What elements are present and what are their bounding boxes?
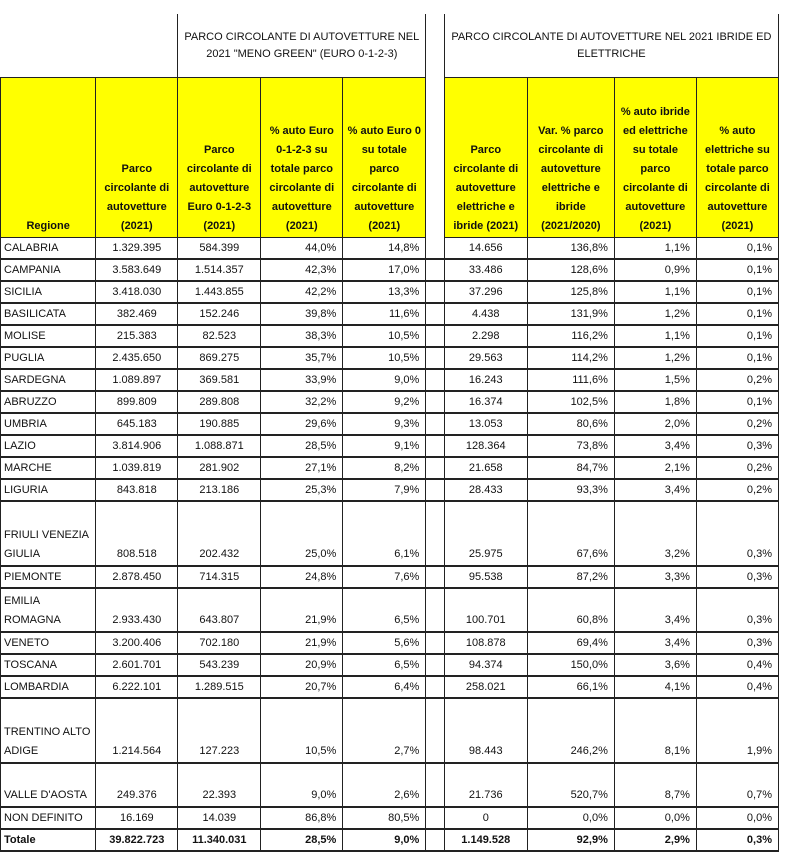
value-cell: 2,7% bbox=[343, 698, 426, 763]
region-cell: TRENTINO ALTO ADIGE bbox=[1, 698, 96, 763]
value-cell: 215.383 bbox=[96, 325, 178, 347]
value-cell: 3,4% bbox=[614, 479, 696, 501]
value-cell: 127.223 bbox=[178, 698, 261, 763]
value-cell: 39,8% bbox=[261, 303, 343, 325]
value-cell: 3.200.406 bbox=[96, 632, 178, 654]
region-cell: LOMBARDIA bbox=[1, 676, 96, 698]
group-header-row bbox=[1, 14, 779, 78]
value-cell: 2.601.701 bbox=[96, 654, 178, 676]
value-cell: 3.583.649 bbox=[96, 259, 178, 281]
value-cell: 16.374 bbox=[444, 391, 527, 413]
value-cell: 0,4% bbox=[696, 676, 778, 698]
value-cell: 1.289.515 bbox=[178, 676, 261, 698]
value-cell: 1,1% bbox=[614, 238, 696, 260]
value-cell: 3,4% bbox=[614, 632, 696, 654]
value-cell: 8,1% bbox=[614, 698, 696, 763]
value-cell: 6,4% bbox=[343, 676, 426, 698]
value-cell: 0,3% bbox=[696, 566, 778, 588]
column-header: Parco circolante di autovetture elettriche e ibride (2021) bbox=[444, 78, 527, 238]
region-cell: VENETO bbox=[1, 632, 96, 654]
value-cell: 808.518 bbox=[96, 501, 178, 566]
value-cell: 899.809 bbox=[96, 391, 178, 413]
value-cell: 116,2% bbox=[527, 325, 614, 347]
value-cell: 645.183 bbox=[96, 413, 178, 435]
value-cell: 25.975 bbox=[444, 501, 527, 566]
value-cell: 584.399 bbox=[178, 238, 261, 260]
value-cell: 0,0% bbox=[527, 807, 614, 829]
value-cell: 0,2% bbox=[696, 457, 778, 479]
value-cell: 213.186 bbox=[178, 479, 261, 501]
table-row bbox=[1, 303, 779, 325]
value-cell: 108.878 bbox=[444, 632, 527, 654]
value-cell: 9,0% bbox=[343, 829, 426, 851]
value-cell: 0,2% bbox=[696, 369, 778, 391]
vehicle-fleet-table bbox=[0, 14, 779, 852]
table-body bbox=[1, 238, 779, 852]
value-cell: 32,2% bbox=[261, 391, 343, 413]
value-cell: 1,1% bbox=[614, 325, 696, 347]
value-cell: 6,1% bbox=[343, 501, 426, 566]
value-cell: 8,2% bbox=[343, 457, 426, 479]
table-row bbox=[1, 632, 779, 654]
value-cell: 2.878.450 bbox=[96, 566, 178, 588]
value-cell: 0,4% bbox=[696, 654, 778, 676]
table-row bbox=[1, 369, 779, 391]
value-cell: 643.807 bbox=[178, 588, 261, 632]
value-cell: 93,3% bbox=[527, 479, 614, 501]
value-cell: 27,1% bbox=[261, 457, 343, 479]
value-cell: 42,2% bbox=[261, 281, 343, 303]
column-header: Var. % parco circolante di autovetture elettriche e ibride (2021/2020) bbox=[527, 78, 614, 238]
value-cell: 39.822.723 bbox=[96, 829, 178, 851]
value-cell: 1,9% bbox=[696, 698, 778, 763]
value-cell: 249.376 bbox=[96, 763, 178, 807]
region-cell: UMBRIA bbox=[1, 413, 96, 435]
value-cell: 125,8% bbox=[527, 281, 614, 303]
value-cell: 66,1% bbox=[527, 676, 614, 698]
value-cell: 1,8% bbox=[614, 391, 696, 413]
value-cell: 9,0% bbox=[261, 763, 343, 807]
value-cell: 13.053 bbox=[444, 413, 527, 435]
value-cell: 0,3% bbox=[696, 435, 778, 457]
column-header: % auto Euro 0-1-2-3 su totale parco circolante di autovetture (2021) bbox=[261, 78, 343, 238]
value-cell: 3,6% bbox=[614, 654, 696, 676]
value-cell: 44,0% bbox=[261, 238, 343, 260]
table-row bbox=[1, 391, 779, 413]
value-cell: 69,4% bbox=[527, 632, 614, 654]
value-cell: 9,0% bbox=[343, 369, 426, 391]
region-cell: BASILICATA bbox=[1, 303, 96, 325]
value-cell: 2,1% bbox=[614, 457, 696, 479]
value-cell: 86,8% bbox=[261, 807, 343, 829]
value-cell: 94.374 bbox=[444, 654, 527, 676]
value-cell: 0,0% bbox=[696, 807, 778, 829]
value-cell: 0,1% bbox=[696, 238, 778, 260]
value-cell: 14.039 bbox=[178, 807, 261, 829]
value-cell: 28.433 bbox=[444, 479, 527, 501]
value-cell: 13,3% bbox=[343, 281, 426, 303]
value-cell: 0,1% bbox=[696, 281, 778, 303]
value-cell: 60,8% bbox=[527, 588, 614, 632]
value-cell: 136,8% bbox=[527, 238, 614, 260]
value-cell: 28,5% bbox=[261, 829, 343, 851]
value-cell: 0,2% bbox=[696, 479, 778, 501]
value-cell: 0,3% bbox=[696, 501, 778, 566]
value-cell: 2,6% bbox=[343, 763, 426, 807]
value-cell: 87,2% bbox=[527, 566, 614, 588]
table-row bbox=[1, 654, 779, 676]
value-cell: 1.514.357 bbox=[178, 259, 261, 281]
value-cell: 111,6% bbox=[527, 369, 614, 391]
value-cell: 20,9% bbox=[261, 654, 343, 676]
value-cell: 84,7% bbox=[527, 457, 614, 479]
region-cell: FRIULI VENEZIA GIULIA bbox=[1, 501, 96, 566]
value-cell: 9,1% bbox=[343, 435, 426, 457]
value-cell: 42,3% bbox=[261, 259, 343, 281]
value-cell: 7,6% bbox=[343, 566, 426, 588]
value-cell: 33,9% bbox=[261, 369, 343, 391]
value-cell: 80,6% bbox=[527, 413, 614, 435]
value-cell: 21,9% bbox=[261, 632, 343, 654]
region-cell: EMILIA ROMAGNA bbox=[1, 588, 96, 632]
value-cell: 150,0% bbox=[527, 654, 614, 676]
value-cell: 73,8% bbox=[527, 435, 614, 457]
value-cell: 82.523 bbox=[178, 325, 261, 347]
value-cell: 0 bbox=[444, 807, 527, 829]
column-header: % auto Euro 0 su totale parco circolante di autovetture (2021) bbox=[343, 78, 426, 238]
table-row bbox=[1, 347, 779, 369]
region-cell: ABRUZZO bbox=[1, 391, 96, 413]
region-cell: SICILIA bbox=[1, 281, 96, 303]
value-cell: 2.933.430 bbox=[96, 588, 178, 632]
value-cell: 1,5% bbox=[614, 369, 696, 391]
value-cell: 6,5% bbox=[343, 588, 426, 632]
region-cell: MOLISE bbox=[1, 325, 96, 347]
group-header-ibride: PARCO CIRCOLANTE DI AUTOVETTURE NEL 2021 IBRIDE ED ELETTRICHE bbox=[444, 14, 778, 78]
table-row bbox=[1, 238, 779, 260]
value-cell: 24,8% bbox=[261, 566, 343, 588]
value-cell: 10,5% bbox=[261, 698, 343, 763]
value-cell: 0,1% bbox=[696, 303, 778, 325]
value-cell: 0,1% bbox=[696, 325, 778, 347]
value-cell: 8,7% bbox=[614, 763, 696, 807]
value-cell: 1,2% bbox=[614, 347, 696, 369]
value-cell: 0,0% bbox=[614, 807, 696, 829]
column-header: % auto ibride ed elettriche su totale parco circolante di autovetture (2021) bbox=[614, 78, 696, 238]
value-cell: 35,7% bbox=[261, 347, 343, 369]
value-cell: 9,2% bbox=[343, 391, 426, 413]
value-cell: 95.538 bbox=[444, 566, 527, 588]
value-cell: 1.039.819 bbox=[96, 457, 178, 479]
value-cell: 289.808 bbox=[178, 391, 261, 413]
region-cell: CALABRIA bbox=[1, 238, 96, 260]
value-cell: 0,1% bbox=[696, 259, 778, 281]
value-cell: 102,5% bbox=[527, 391, 614, 413]
value-cell: 190.885 bbox=[178, 413, 261, 435]
value-cell: 22.393 bbox=[178, 763, 261, 807]
value-cell: 2,0% bbox=[614, 413, 696, 435]
value-cell: 100.701 bbox=[444, 588, 527, 632]
value-cell: 80,5% bbox=[343, 807, 426, 829]
value-cell: 0,1% bbox=[696, 347, 778, 369]
value-cell: 6,5% bbox=[343, 654, 426, 676]
value-cell: 714.315 bbox=[178, 566, 261, 588]
value-cell: 17,0% bbox=[343, 259, 426, 281]
table-row bbox=[1, 807, 779, 829]
value-cell: 29,6% bbox=[261, 413, 343, 435]
region-cell: PUGLIA bbox=[1, 347, 96, 369]
value-cell: 3,4% bbox=[614, 435, 696, 457]
value-cell: 3,4% bbox=[614, 588, 696, 632]
value-cell: 1,2% bbox=[614, 303, 696, 325]
value-cell: 382.469 bbox=[96, 303, 178, 325]
value-cell: 2.298 bbox=[444, 325, 527, 347]
value-cell: 520,7% bbox=[527, 763, 614, 807]
table-row bbox=[1, 325, 779, 347]
value-cell: 246,2% bbox=[527, 698, 614, 763]
value-cell: 128,6% bbox=[527, 259, 614, 281]
value-cell: 2.435.650 bbox=[96, 347, 178, 369]
value-cell: 21.736 bbox=[444, 763, 527, 807]
value-cell: 11,6% bbox=[343, 303, 426, 325]
region-cell: NON DEFINITO bbox=[1, 807, 96, 829]
table-row bbox=[1, 457, 779, 479]
value-cell: 1.149.528 bbox=[444, 829, 527, 851]
value-cell: 11.340.031 bbox=[178, 829, 261, 851]
value-cell: 1.214.564 bbox=[96, 698, 178, 763]
value-cell: 16.243 bbox=[444, 369, 527, 391]
region-cell: TOSCANA bbox=[1, 654, 96, 676]
table-row bbox=[1, 588, 779, 632]
value-cell: 4.438 bbox=[444, 303, 527, 325]
value-cell: 25,3% bbox=[261, 479, 343, 501]
column-header: % auto elettriche su totale parco circolante di autovetture (2021) bbox=[696, 78, 778, 238]
value-cell: 0,1% bbox=[696, 391, 778, 413]
column-header: Regione bbox=[1, 78, 96, 238]
region-cell: LIGURIA bbox=[1, 479, 96, 501]
value-cell: 114,2% bbox=[527, 347, 614, 369]
value-cell: 3,2% bbox=[614, 501, 696, 566]
value-cell: 131,9% bbox=[527, 303, 614, 325]
group-header-meno-green: PARCO CIRCOLANTE DI AUTOVETTURE NEL 2021 "MENO GREEN" (EURO 0-1-2-3) bbox=[178, 14, 426, 78]
value-cell: 14,8% bbox=[343, 238, 426, 260]
value-cell: 20,7% bbox=[261, 676, 343, 698]
value-cell: 3.418.030 bbox=[96, 281, 178, 303]
region-cell: VALLE D'AOSTA bbox=[1, 763, 96, 807]
value-cell: 14.656 bbox=[444, 238, 527, 260]
region-cell: LAZIO bbox=[1, 435, 96, 457]
table-row bbox=[1, 259, 779, 281]
value-cell: 6.222.101 bbox=[96, 676, 178, 698]
region-cell: PIEMONTE bbox=[1, 566, 96, 588]
table-row bbox=[1, 763, 779, 807]
value-cell: 281.902 bbox=[178, 457, 261, 479]
table-row bbox=[1, 566, 779, 588]
value-cell: 202.432 bbox=[178, 501, 261, 566]
value-cell: 2,9% bbox=[614, 829, 696, 851]
column-header: Parco circolante di autovetture Euro 0-1-2-3 (2021) bbox=[178, 78, 261, 238]
value-cell: 38,3% bbox=[261, 325, 343, 347]
value-cell: 10,5% bbox=[343, 347, 426, 369]
value-cell: 1.088.871 bbox=[178, 435, 261, 457]
value-cell: 98.443 bbox=[444, 698, 527, 763]
value-cell: 21,9% bbox=[261, 588, 343, 632]
value-cell: 5,6% bbox=[343, 632, 426, 654]
table-row bbox=[1, 281, 779, 303]
region-cell: CAMPANIA bbox=[1, 259, 96, 281]
table-row bbox=[1, 435, 779, 457]
value-cell: 128.364 bbox=[444, 435, 527, 457]
table-row bbox=[1, 501, 779, 566]
value-cell: 3,3% bbox=[614, 566, 696, 588]
region-cell: MARCHE bbox=[1, 457, 96, 479]
value-cell: 369.581 bbox=[178, 369, 261, 391]
table-row bbox=[1, 698, 779, 763]
value-cell: 10,5% bbox=[343, 325, 426, 347]
value-cell: 843.818 bbox=[96, 479, 178, 501]
table-row bbox=[1, 413, 779, 435]
value-cell: 1.089.897 bbox=[96, 369, 178, 391]
data-table-container bbox=[0, 14, 779, 852]
value-cell: 0,2% bbox=[696, 413, 778, 435]
value-cell: 702.180 bbox=[178, 632, 261, 654]
value-cell: 33.486 bbox=[444, 259, 527, 281]
value-cell: 9,3% bbox=[343, 413, 426, 435]
value-cell: 0,7% bbox=[696, 763, 778, 807]
value-cell: 0,3% bbox=[696, 829, 778, 851]
region-cell: SARDEGNA bbox=[1, 369, 96, 391]
column-header: Parco circolante di autovetture (2021) bbox=[96, 78, 178, 238]
value-cell: 7,9% bbox=[343, 479, 426, 501]
table-row bbox=[1, 676, 779, 698]
value-cell: 25,0% bbox=[261, 501, 343, 566]
total-row bbox=[1, 829, 779, 851]
table-row bbox=[1, 479, 779, 501]
value-cell: 1.329.395 bbox=[96, 238, 178, 260]
value-cell: 0,9% bbox=[614, 259, 696, 281]
value-cell: 1.443.855 bbox=[178, 281, 261, 303]
value-cell: 67,6% bbox=[527, 501, 614, 566]
value-cell: 0,3% bbox=[696, 632, 778, 654]
value-cell: 28,5% bbox=[261, 435, 343, 457]
value-cell: 16.169 bbox=[96, 807, 178, 829]
region-cell: Totale bbox=[1, 829, 96, 851]
value-cell: 92,9% bbox=[527, 829, 614, 851]
value-cell: 543.239 bbox=[178, 654, 261, 676]
value-cell: 21.658 bbox=[444, 457, 527, 479]
value-cell: 37.296 bbox=[444, 281, 527, 303]
value-cell: 4,1% bbox=[614, 676, 696, 698]
value-cell: 3.814.906 bbox=[96, 435, 178, 457]
value-cell: 29.563 bbox=[444, 347, 527, 369]
value-cell: 869.275 bbox=[178, 347, 261, 369]
value-cell: 152.246 bbox=[178, 303, 261, 325]
value-cell: 0,3% bbox=[696, 588, 778, 632]
value-cell: 1,1% bbox=[614, 281, 696, 303]
value-cell: 258.021 bbox=[444, 676, 527, 698]
column-header-row bbox=[1, 78, 779, 238]
